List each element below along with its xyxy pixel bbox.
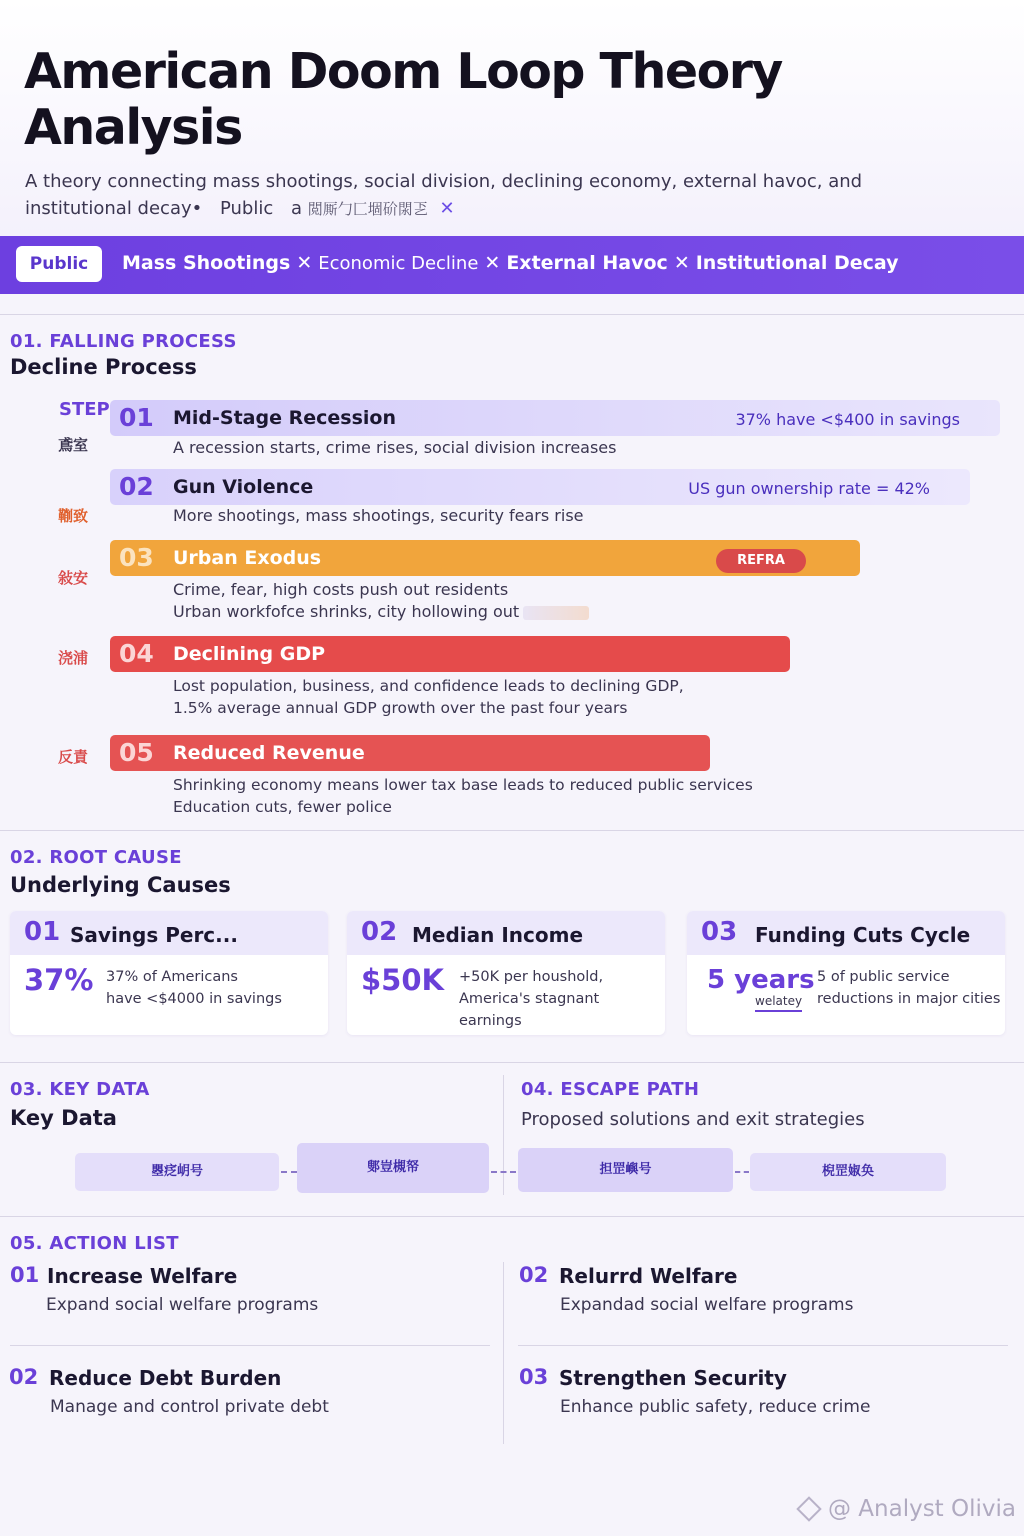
card-header [347, 911, 665, 955]
cause-card-savings[interactable] [10, 911, 328, 1035]
section-title-underlying-causes: Underlying Causes [10, 873, 231, 897]
column-divider [503, 1075, 504, 1195]
card-number: 03 [701, 917, 738, 947]
step-stat: 37% have <$400 in savings [735, 410, 960, 429]
step-name: Gun Violence [173, 476, 314, 498]
step-number: 04 [119, 639, 154, 668]
action-number: 03 [519, 1365, 549, 1389]
step-side-label: 敍安 [58, 569, 89, 587]
step-description [173, 437, 616, 459]
flow-step[interactable]: 棿罡婌奂 [750, 1153, 946, 1191]
step-description [173, 774, 753, 818]
step-description [173, 675, 684, 719]
step-name: Declining GDP [173, 643, 326, 665]
row-divider [518, 1345, 1008, 1346]
step-side-label: 反責 [58, 748, 89, 766]
action-description: Expandad social welfare programs [560, 1295, 854, 1315]
row-divider [10, 1345, 490, 1346]
action-description: Expand social welfare programs [46, 1295, 319, 1315]
column-divider [503, 1262, 504, 1444]
step-desc-line: Urban workfofce shrinks, city hollowing out [173, 602, 520, 621]
tag-external-havoc[interactable]: External Havoc [506, 252, 668, 274]
step-number: 05 [119, 738, 154, 767]
step-desc-line: A recession starts, crime rises, social division increases [173, 438, 617, 457]
flow-connector [491, 1171, 516, 1173]
tag-bar [0, 236, 1024, 294]
card-text: 5 of public service reductions in major cities [817, 969, 1001, 1007]
step-label: STEP [59, 399, 110, 420]
cause-card-funding-cuts[interactable] [687, 911, 1005, 1035]
step-name: Reduced Revenue [173, 742, 365, 764]
step-side-label: 鳶室 [58, 436, 89, 454]
card-header [687, 911, 1005, 955]
subtitle-text: A theory connecting mass shootings, social division, declining economy, external havoc, and institutional decay [25, 171, 863, 219]
action-title[interactable]: Increase Welfare [47, 1264, 238, 1288]
tag-mass-shootings[interactable]: Mass Shootings [122, 252, 291, 274]
tag-economic-decline[interactable]: Economic Decline [318, 253, 479, 274]
step-number: 02 [119, 472, 154, 501]
separator-icon: ✕ [484, 252, 501, 274]
step-bar-urban-exodus[interactable] [110, 540, 860, 576]
card-text: +50K per houshold, America's stagnant earnings [459, 969, 604, 1029]
card-text: 37% of Americans have <$4000 in savings [106, 969, 282, 1007]
step-number: 03 [119, 543, 154, 572]
step-bar-mid-stage-recession[interactable] [110, 400, 1000, 436]
card-number: 02 [361, 917, 398, 947]
flow-connector [735, 1171, 749, 1173]
step-stat: US gun ownership rate = 42% [688, 479, 930, 498]
step-name: Mid-Stage Recession [173, 407, 396, 429]
section-kicker-key-data: 03. KEY DATA [10, 1079, 150, 1100]
page-subtitle: A theory connecting mass shootings, social division, declining economy, external havoc, and institutional decay• Public a 閲厮勹匚堌砎閖乤 ✕ [25, 171, 863, 219]
card-stat: 5 years [707, 965, 815, 995]
action-description: Manage and control private debt [50, 1397, 329, 1417]
meta-garbled-text: 閲厮勹匚堌砎閖乤 [307, 200, 428, 218]
step-bar-reduced-revenue[interactable] [110, 735, 710, 771]
watermark-text: @ Analyst Olivia [827, 1496, 1016, 1522]
page-title: American Doom Loop Theory Analysis [24, 43, 782, 156]
flow-step[interactable]: 鄋豈槻帑 [297, 1143, 489, 1193]
diamond-logo-icon [796, 1496, 821, 1521]
step-name: Urban Exodus [173, 547, 322, 569]
card-stat: $50K [361, 963, 445, 997]
step-bar-gun-violence[interactable] [110, 469, 970, 505]
separator-icon: ✕ [673, 252, 690, 274]
card-stat: 37% [24, 963, 94, 997]
divider [0, 830, 1024, 831]
divider [0, 1062, 1024, 1063]
public-button[interactable]: Public [16, 246, 102, 282]
card-header [10, 911, 328, 955]
card-title: Median Income [412, 923, 584, 947]
action-title[interactable]: Reduce Debt Burden [49, 1366, 282, 1390]
step-desc-line: Education cuts, fewer police [173, 798, 392, 816]
card-title: Funding Cuts Cycle [755, 923, 971, 947]
topic-tags [122, 252, 899, 274]
section-title-decline-process: Decline Process [10, 355, 197, 379]
refra-badge: REFRA [716, 549, 806, 573]
divider [0, 1216, 1024, 1217]
section-kicker-root-cause: 02. ROOT CAUSE [10, 847, 182, 868]
step-number: 01 [119, 403, 154, 432]
step-side-label: 浇浦 [58, 649, 89, 667]
section-subtitle-escape-path: Proposed solutions and exit strategies [521, 1109, 865, 1130]
step-desc-line: Lost population, business, and confidence leads to declining GDP, [173, 677, 684, 695]
close-icon[interactable]: ✕ [439, 198, 455, 219]
action-number: 02 [9, 1365, 39, 1389]
step-desc-line: More shootings, mass shootings, security fears rise [173, 506, 584, 525]
flow-step[interactable]: 担罡嶼号 [518, 1148, 733, 1192]
tag-institutional-decay[interactable]: Institutional Decay [695, 252, 899, 274]
separator-icon: ✕ [296, 252, 313, 274]
card-note: welatey [755, 994, 802, 1012]
meta-a: a [291, 198, 303, 219]
flow-step[interactable]: 瞾疺岄号 [75, 1153, 279, 1191]
step-side-label: 鞩致 [58, 507, 89, 525]
step-bar-declining-gdp[interactable] [110, 636, 790, 672]
header [0, 0, 1024, 236]
action-number: 02 [519, 1263, 549, 1287]
card-title: Savings Perc... [70, 923, 238, 947]
visibility-label: Public [219, 198, 274, 219]
step-desc-line: Crime, fear, high costs push out residents [173, 580, 509, 599]
cause-card-median-income[interactable] [347, 911, 665, 1035]
action-number: 01 [10, 1263, 40, 1287]
divider [0, 314, 1024, 315]
action-description: Enhance public safety, reduce crime [560, 1397, 871, 1417]
flow-connector [281, 1171, 297, 1173]
blurred-image-chip [523, 606, 589, 620]
section-kicker-falling-process: 01. FALLING PROCESS [10, 331, 237, 352]
card-number: 01 [24, 917, 61, 947]
section-kicker-action-list: 05. ACTION LIST [10, 1233, 179, 1254]
action-title[interactable]: Strengthen Security [559, 1366, 787, 1390]
step-desc-line: 1.5% average annual GDP growth over the past four years [173, 699, 628, 717]
section-title-key-data: Key Data [10, 1106, 117, 1130]
watermark [800, 1496, 1016, 1522]
step-description [173, 505, 584, 527]
action-title[interactable]: Relurrd Welfare [559, 1264, 738, 1288]
section-kicker-escape-path: 04. ESCAPE PATH [521, 1079, 700, 1100]
step-desc-line: Shrinking economy means lower tax base leads to reduced public services [173, 776, 753, 794]
step-description [173, 579, 589, 623]
